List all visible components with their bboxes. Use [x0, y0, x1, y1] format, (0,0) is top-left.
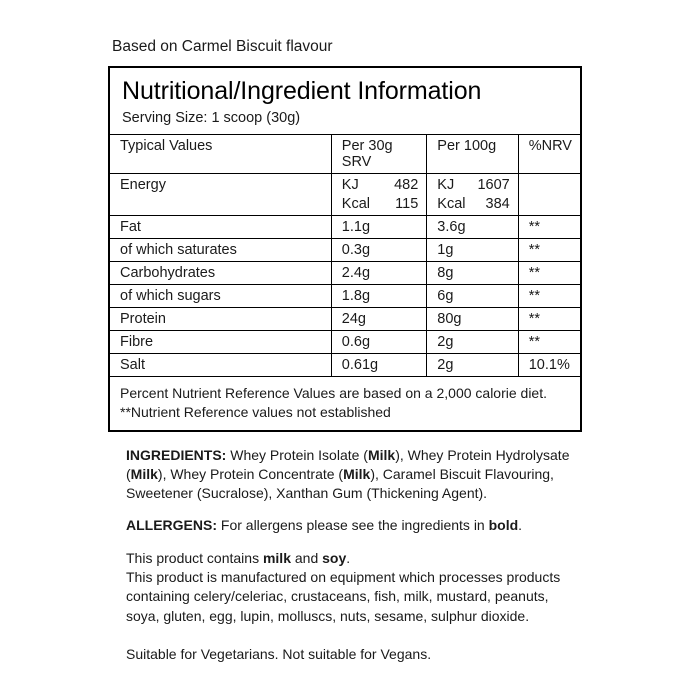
- page-title: Nutritional/Ingredient Information: [122, 77, 482, 105]
- energy-kj-unit-srv: KJ: [341, 176, 359, 193]
- row-value-carbohydrates-100g: 8g: [427, 261, 518, 284]
- panel-footnotes: [110, 376, 580, 430]
- column-header-nrv: %NRV: [518, 134, 580, 173]
- column-header-per-100g: Per 100g: [427, 134, 518, 173]
- row-value-carbohydrates-nrv: **: [518, 261, 580, 284]
- based-on-flavour-text: Based on Carmel Biscuit flavour: [112, 38, 333, 55]
- ingredients-bold-milk-3: Milk: [343, 465, 371, 482]
- allergens-text-a: For allergens please see the ingredients in: [217, 517, 489, 534]
- row-value-protein-nrv: **: [518, 307, 580, 330]
- contains-text-b: and: [290, 549, 323, 566]
- nutrition-panel: [108, 66, 582, 432]
- energy-kj-value-srv: 482: [394, 176, 419, 193]
- table-row: [110, 353, 580, 376]
- contains-bold-milk: milk: [262, 549, 291, 566]
- table-header-row: [110, 134, 580, 173]
- row-value-saturates-srv: 0.3g: [331, 238, 426, 261]
- row-label-fibre: Fibre: [110, 330, 331, 353]
- table-row: [110, 215, 580, 238]
- row-value-energy-srv: [331, 173, 426, 215]
- row-value-fibre-nrv: **: [518, 330, 580, 353]
- serving-size-text: Serving Size: 1 scoop (30g): [122, 109, 301, 126]
- energy-kcal-unit-srv: Kcal: [341, 195, 371, 212]
- footnote-nrv-basis: Percent Nutrient Reference Values are based on a 2,000 calorie diet.: [120, 384, 547, 401]
- contains-text-a: This product contains: [126, 549, 263, 566]
- allergens-text-b: .: [518, 517, 523, 534]
- row-label-salt: Salt: [110, 353, 331, 376]
- energy-kcal-unit-100g: Kcal: [437, 195, 466, 212]
- column-header-per-srv: Per 30g SRV: [331, 134, 426, 173]
- row-value-protein-srv: 24g: [331, 307, 426, 330]
- manufacturing-paragraph: [126, 568, 582, 626]
- allergens-paragraph: [126, 516, 582, 535]
- contains-text-c: .: [346, 549, 351, 566]
- row-value-fibre-srv: 0.6g: [331, 330, 426, 353]
- row-value-salt-100g: 2g: [427, 353, 518, 376]
- manufacturing-line1: This product is manufactured on equipment which processes products: [126, 569, 561, 586]
- ingredients-line2-b: ), Whey Protein Concentrate (: [157, 465, 344, 482]
- table-row: [110, 261, 580, 284]
- row-value-energy-nrv: [518, 173, 580, 215]
- ingredients-line1-a: Whey Protein Isolate (: [226, 446, 368, 463]
- row-value-saturates-nrv: **: [518, 238, 580, 261]
- energy-kj-value-100g: 1607: [477, 176, 510, 193]
- table-row: [110, 173, 580, 215]
- allergens-bold-word: bold: [488, 517, 519, 534]
- column-header-typical-values: Typical Values: [110, 134, 331, 173]
- row-value-fat-srv: 1.1g: [331, 215, 426, 238]
- row-value-salt-srv: 0.61g: [331, 353, 426, 376]
- ingredients-line2-a: (: [126, 465, 131, 482]
- ingredients-bold-milk-2: Milk: [130, 465, 158, 482]
- row-value-sugars-nrv: **: [518, 284, 580, 307]
- row-value-sugars-srv: 1.8g: [331, 284, 426, 307]
- table-row: [110, 307, 580, 330]
- row-label-carbohydrates: Carbohydrates: [110, 261, 331, 284]
- row-value-fat-100g: 3.6g: [427, 215, 518, 238]
- energy-kcal-value-srv: 115: [395, 195, 419, 212]
- energy-kj-unit-100g: KJ: [437, 176, 455, 193]
- manufacturing-line3: soya, gluten, egg, lupin, molluscs, nuts, sesame, sulphur dioxide.: [126, 607, 530, 624]
- row-label-fat: Fat: [110, 215, 331, 238]
- row-label-saturates: of which saturates: [110, 238, 331, 261]
- row-value-saturates-100g: 1g: [427, 238, 518, 261]
- table-row: [110, 330, 580, 353]
- row-label-protein: Protein: [110, 307, 331, 330]
- row-label-energy: Energy: [110, 173, 331, 215]
- ingredients-line2-c: ), Caramel Biscuit Flavouring,: [370, 465, 554, 482]
- row-value-fibre-100g: 2g: [427, 330, 518, 353]
- row-value-carbohydrates-srv: 2.4g: [331, 261, 426, 284]
- row-value-protein-100g: 80g: [427, 307, 518, 330]
- energy-kcal-value-100g: 384: [485, 195, 510, 212]
- contains-bold-soy: soy: [322, 549, 347, 566]
- label-body-text: [126, 446, 582, 665]
- table-row: [110, 284, 580, 307]
- row-value-energy-100g: [427, 173, 518, 215]
- row-value-fat-nrv: **: [518, 215, 580, 238]
- panel-header: [110, 68, 580, 134]
- ingredients-heading: INGREDIENTS:: [126, 446, 227, 463]
- row-label-sugars: of which sugars: [110, 284, 331, 307]
- table-row: [110, 238, 580, 261]
- ingredients-line1-b: ), Whey Protein Hydrolysate: [395, 446, 570, 463]
- ingredients-line3: Sweetener (Sucralose), Xanthan Gum (Thickening Agent).: [126, 485, 488, 502]
- ingredients-paragraph: [126, 446, 582, 504]
- footnote-nrv-not-established: **Nutrient Reference values not established: [120, 403, 391, 420]
- ingredients-bold-milk-1: Milk: [367, 446, 396, 463]
- contains-paragraph: [126, 549, 582, 568]
- suitability-paragraph: Suitable for Vegetarians. Not suitable for Vegans.: [126, 646, 432, 663]
- manufacturing-line2: containing celery/celeriac, crustaceans, fish, milk, mustard, peanuts,: [126, 588, 549, 605]
- row-value-sugars-100g: 6g: [427, 284, 518, 307]
- row-value-salt-nrv: 10.1%: [518, 353, 580, 376]
- allergens-heading: ALLERGENS:: [126, 517, 217, 534]
- nutrition-table: [110, 134, 580, 376]
